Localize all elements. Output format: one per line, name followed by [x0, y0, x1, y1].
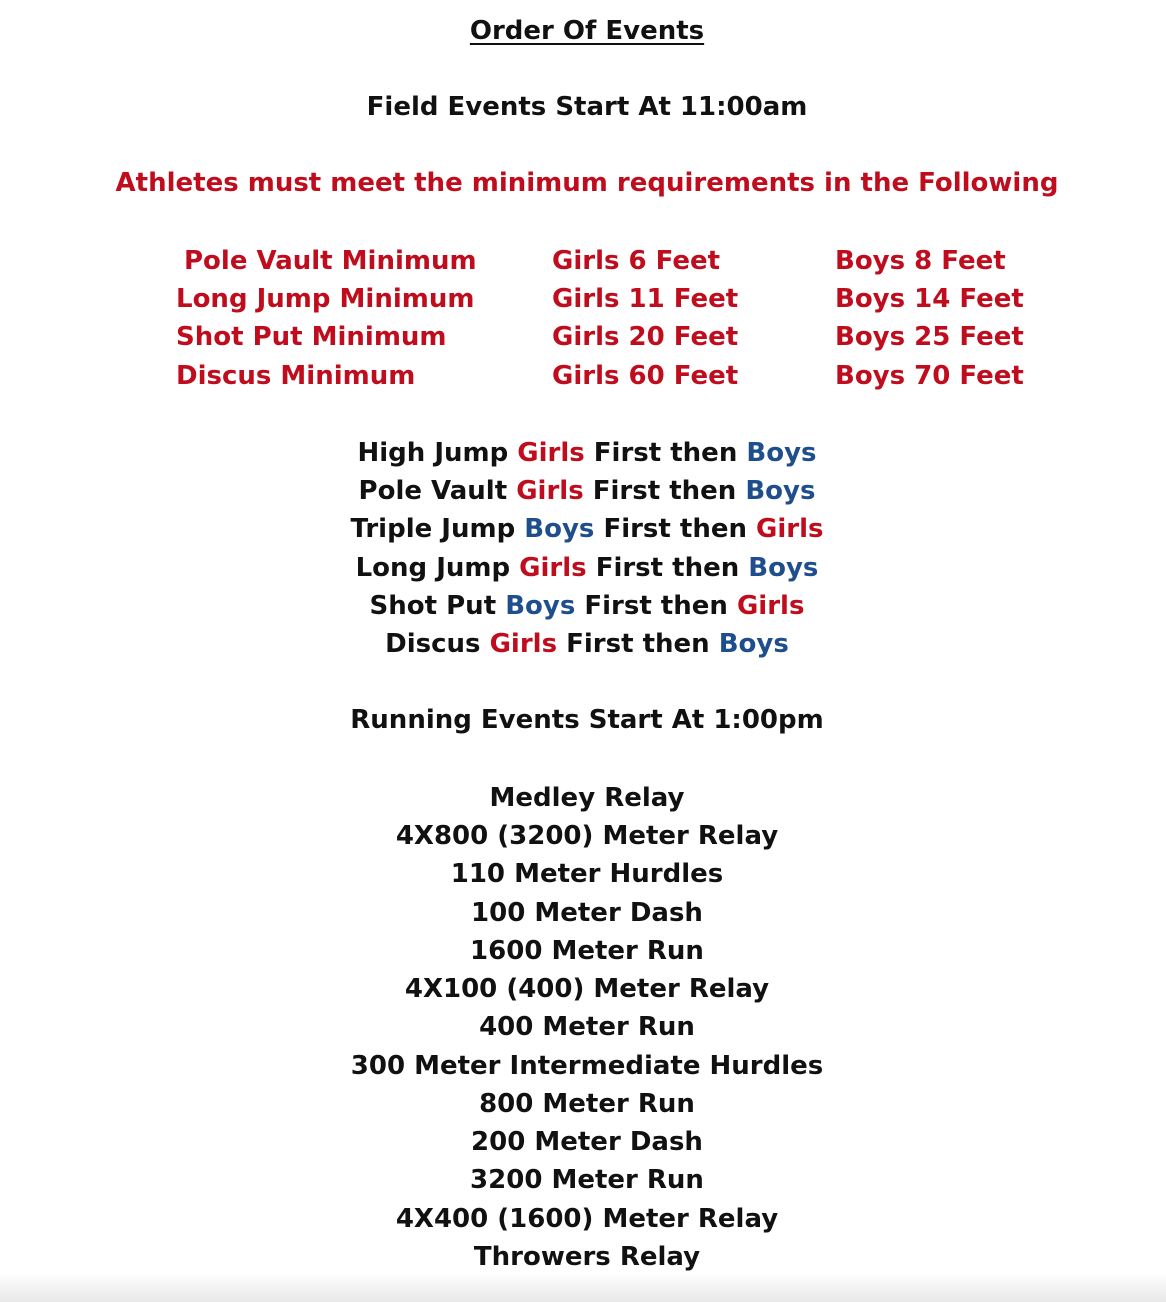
page-title: Order Of Events: [469, 16, 705, 46]
field-order-item: [4, 510, 1166, 548]
girls-minimum: Girls 20 Feet: [552, 322, 739, 352]
minimum-event-label: Discus Minimum: [176, 361, 416, 391]
field-event-name: Shot Put: [369, 591, 497, 621]
field-event-name: Long Jump: [355, 553, 511, 583]
boys-minimum: Boys 25 Feet: [835, 322, 1024, 352]
field-order-item: [4, 434, 1166, 472]
field-event-name: High Jump: [357, 438, 509, 468]
second-group: Boys: [718, 629, 789, 659]
first-group: Girls: [516, 476, 584, 506]
running-event-item: Throwers Relay: [473, 1242, 701, 1272]
field-order-item: [4, 625, 1166, 663]
minimum-event-label: Long Jump Minimum: [176, 284, 475, 314]
running-event-item: 110 Meter Hurdles: [450, 859, 724, 889]
first-group: Girls: [517, 438, 585, 468]
second-group: Boys: [745, 476, 816, 506]
field-event-name: Discus: [385, 629, 481, 659]
first-group: Girls: [489, 629, 558, 659]
order-connector: First then: [593, 438, 738, 468]
running-event-item: 4X100 (400) Meter Relay: [404, 974, 770, 1004]
second-group: Boys: [746, 438, 817, 468]
first-group: Boys: [505, 591, 576, 621]
minimum-row: [0, 280, 1166, 318]
second-group: Girls: [736, 591, 805, 621]
order-connector: First then: [595, 553, 740, 583]
field-event-name: Pole Vault: [358, 476, 508, 506]
field-order-item: [4, 472, 1166, 510]
running-event-item: 4X800 (3200) Meter Relay: [395, 821, 779, 851]
boys-minimum: Boys 70 Feet: [835, 361, 1024, 391]
second-group: Girls: [756, 514, 824, 544]
minimum-row: [0, 242, 1166, 280]
field-event-name: Triple Jump: [350, 514, 516, 544]
page-bottom-shadow: [0, 1272, 1166, 1302]
boys-minimum: Boys 14 Feet: [835, 284, 1024, 314]
order-connector: First then: [603, 514, 747, 544]
first-group: Boys: [524, 514, 595, 544]
minimum-row: [0, 318, 1166, 356]
requirements-note: Athletes must meet the minimum requirements in the Following: [115, 168, 1059, 198]
boys-minimum: Boys 8 Feet: [835, 246, 1006, 276]
minimum-event-label: Pole Vault Minimum: [184, 246, 477, 276]
running-events-start-time: Running Events Start At 1:00pm: [350, 705, 824, 735]
minimum-row: [0, 357, 1166, 395]
running-event-item: 100 Meter Dash: [471, 898, 703, 928]
running-event-item: 200 Meter Dash: [471, 1127, 703, 1157]
order-connector: First then: [566, 629, 710, 659]
running-event-item: 400 Meter Run: [479, 1012, 695, 1042]
girls-minimum: Girls 6 Feet: [552, 246, 721, 276]
running-event-item: 1600 Meter Run: [470, 936, 704, 966]
running-event-item: 3200 Meter Run: [470, 1165, 704, 1195]
order-connector: First then: [584, 591, 728, 621]
running-event-item: 300 Meter Intermediate Hurdles: [350, 1051, 824, 1081]
field-events-start-time: Field Events Start At 11:00am: [366, 92, 808, 122]
first-group: Girls: [519, 553, 587, 583]
field-order-item: [4, 587, 1166, 625]
minimum-event-label: Shot Put Minimum: [176, 322, 447, 352]
girls-minimum: Girls 11 Feet: [552, 284, 739, 314]
running-event-item: 4X400 (1600) Meter Relay: [395, 1204, 779, 1234]
girls-minimum: Girls 60 Feet: [552, 361, 739, 391]
running-event-item: 800 Meter Run: [479, 1089, 695, 1119]
second-group: Boys: [748, 553, 819, 583]
running-event-item: Medley Relay: [489, 783, 685, 813]
order-connector: First then: [592, 476, 737, 506]
field-order-item: [4, 549, 1166, 587]
